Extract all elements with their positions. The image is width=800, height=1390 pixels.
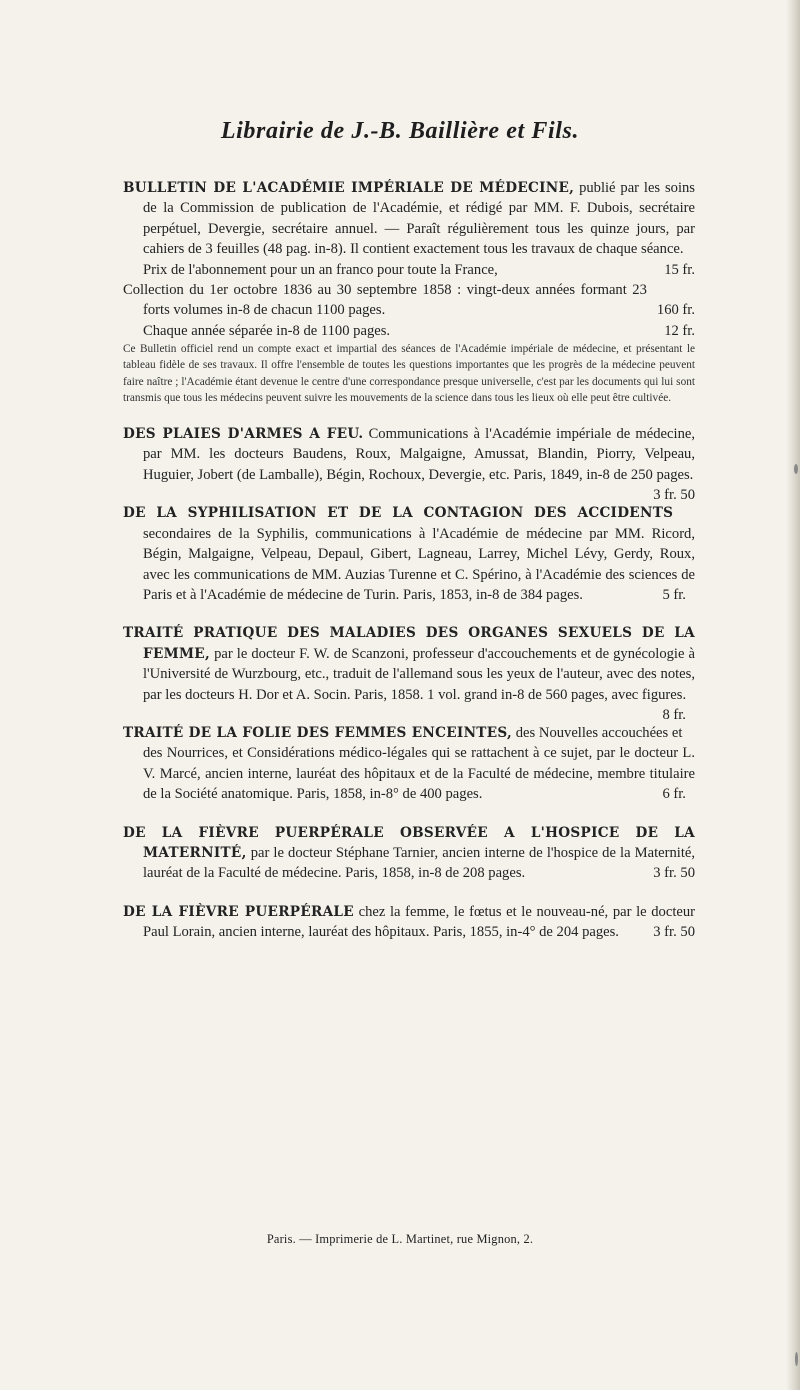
entry-description: chez la femme, le fœtus et le nouveau-né, par le docteur Paul Lorain, ancien interne, lauréat des hôpitaux. Paris, 1855, in-4° de 204 pages. — [143, 903, 696, 941]
printer-imprint: Paris. — Imprimerie de L. Martinet, rue Mignon, 2. — [266, 1232, 534, 1246]
catalog-entry-bulletin — [123, 178, 695, 406]
entry-title: DE LA FIÈVRE PUERPÉRALE OBSERVÉE A L'HOSPICE DE LA MATERNITÉ, — [123, 824, 695, 861]
catalog-entry-traite-pratique — [123, 623, 695, 723]
price-line — [123, 280, 695, 321]
paper-speck — [794, 464, 798, 474]
price-value: 160 fr. — [656, 302, 695, 319]
price-label: Prix de l'abonnement pour un an franco pour toute la France, — [143, 261, 498, 278]
entry-title: DE LA FIÈVRE PUERPÉRALE — [123, 903, 354, 920]
price-line — [123, 260, 695, 280]
page-title: Librairie de J.-B. Baillière et Fils. — [220, 118, 580, 144]
price-value: 3 fr. 50 — [653, 487, 695, 504]
price-value: 3 fr. 50 — [653, 924, 695, 941]
entry-description: par le docteur Stéphane Tarnier, ancien interne de l'hospice de la Maternité, lauréat de la Faculté de médecine. Paris, 1858, in-8 de 208 pages. — [143, 844, 695, 882]
price-line — [123, 321, 695, 341]
price-label: Chaque année séparée in-8 de 1100 pages. — [143, 322, 391, 339]
catalog-entry-plaies — [123, 424, 695, 504]
entry-note: Ce Bulletin officiel rend un compte exact et impartial des séances de l'Académie impériale de médecine, et présentant le tableau fidèle de ses travaux. Il offre l'ensemble de toutes les questions importantes que les progrès de la médecine peuvent faire naître ; l'Académie étant devenue le centre d'une correspondance presque universelle, c'est par les documents qui lui sont transmis que tous les médecins peuvent suivre les mouvements de la science dans tous les lieux où elle peut être cultivée. — [123, 343, 695, 404]
entry-title: BULLETIN DE L'ACADÉMIE IMPÉRIALE DE MÉDECINE, — [123, 180, 575, 196]
price-value: 6 fr. — [662, 786, 686, 803]
entry-title: TRAITÉ PRATIQUE DES MALADIES DES ORGANES SEXUELS DE LA FEMME, — [123, 625, 695, 662]
entry-description: secondaires de la Syphilis, communications à l'Académie de médecine par MM. Ricord, Bégin, Malgaigne, Velpeau, Depaul, Gibert, Lagneau, Larrey, Michel Lévy, Gerdy, Roux, avec les communications de MM. Auzias Turenne et C. Spérino, à l'Académie des sciences de Paris et à l'Académie de médecine de Turin. Paris, 1853, in-8 de 384 pages. — [143, 525, 695, 603]
price-value: 3 fr. 50 — [653, 865, 695, 882]
paper-speck — [795, 1352, 798, 1366]
catalog-entry-syphilisation — [123, 503, 695, 605]
price-value: 8 fr. — [662, 706, 686, 723]
catalog-listing — [123, 178, 695, 961]
price-label: Collection du 1er octobre 1836 au 30 septembre 1858 : vingt-deux années formant 23 forts volumes in-8 de chacun 1100 pages. — [123, 282, 647, 319]
price-value: 15 fr. — [664, 261, 695, 278]
price-value: 12 fr. — [664, 322, 695, 339]
entry-title: DE LA SYPHILISATION ET DE LA CONTAGION DES ACCIDENTS — [123, 505, 674, 522]
catalog-entry-fievre-femme — [123, 902, 695, 943]
entry-description: Communications à l'Académie impériale de médecine, par MM. les docteurs Baudens, Roux, Malgaigne, Amussat, Blandin, Piorry, Velpeau, Huguier, Jobert (de Lamballe), Bégin, Rochoux, Devergie, etc. Paris, 1849, in-8 de 250 pages. — [143, 426, 695, 483]
entry-title: TRAITÉ DE LA FOLIE DES FEMMES ENCEINTES, — [123, 724, 513, 741]
catalog-entry-folie — [123, 723, 695, 805]
price-value: 5 fr. — [662, 586, 686, 603]
entry-description: par le docteur F. W. de Scanzoni, professeur d'accouchements et de gynécologie à l'Université de Wurzbourg, etc., traduit de l'allemand sous les yeux de l'auteur, avec des notes, par les docteurs H. Dor et A. Socin. Paris, 1858. 1 vol. grand in-8 de 560 pages, avec figures. — [143, 645, 695, 703]
entry-description: des Nouvelles accouchées et des Nourrices, et Considérations médico-légales qui se rattachent à ce sujet, par le docteur L. V. Marcé, ancien interne, lauréat des hôpitaux et de la Faculté de médecine, membre titulaire de la Société anatomique. Paris, 1858, in-8° de 400 pages. — [143, 724, 695, 803]
entry-description: publié par les soins de la Commission de publication de l'Académie, et rédigé par MM. F. Dubois, secrétaire perpétuel, Devergie, secrétaire annuel. — Paraît régulièrement tous les quinze jours, par cahiers de 3 feuilles (48 pag. in-8). Il contient exactement tous les travaux de chaque séance. — [143, 180, 695, 258]
page-edge-shadow — [786, 0, 800, 1390]
catalog-entry-fievre-maternite — [123, 823, 695, 884]
entry-title: DES PLAIES D'ARMES A FEU. — [123, 426, 364, 443]
